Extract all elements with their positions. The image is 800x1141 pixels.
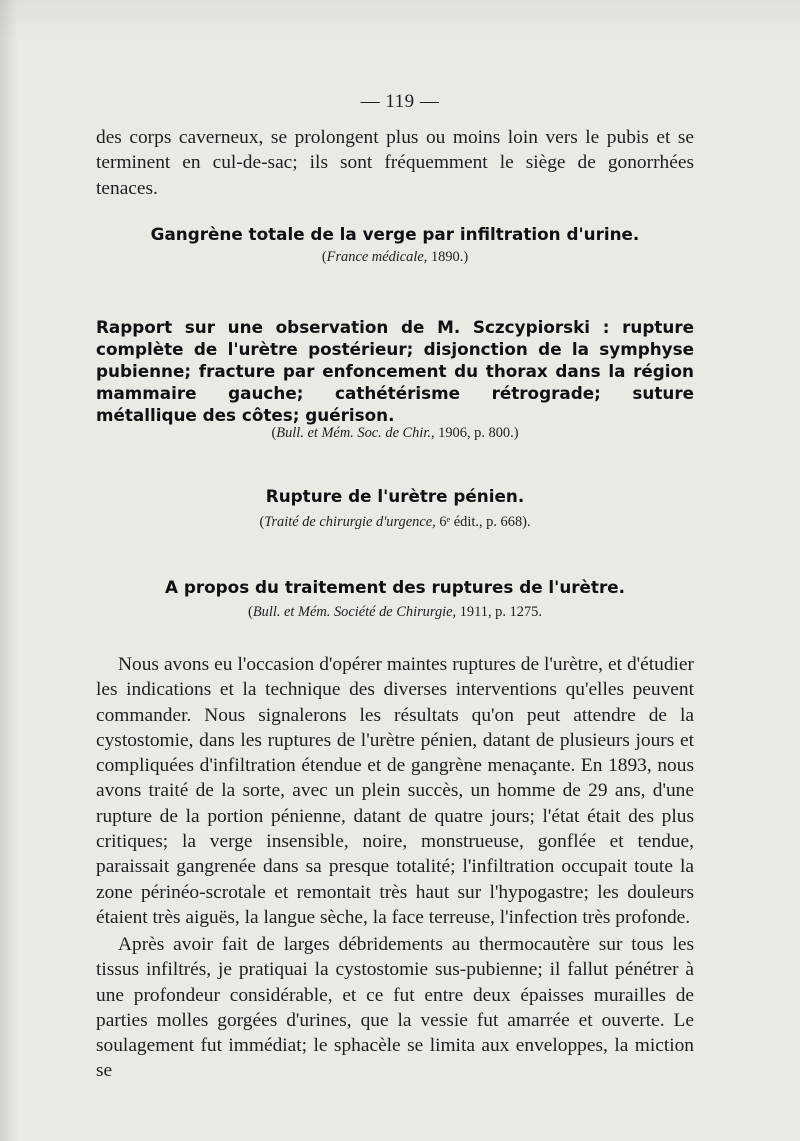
citation-details: 1911, p. 1275. (456, 604, 542, 620)
section-citation-rapport: (Bull. et Mém. Soc. de Chir., 1906, p. 800.) (271, 425, 519, 441)
citation-source: France médicale, (326, 249, 428, 265)
page-number: — 119 — (360, 91, 440, 112)
citation-details: 1890.) (427, 249, 469, 265)
citation-details: 6ᵉ édit., p. 668). (435, 514, 531, 530)
section-title-gangrene: Gangrène totale de la verge par infiltration d'urine. (150, 224, 640, 244)
section-citation-rupture-penien: (Traité de chirurgie d'urgence, 6ᵉ édit., p. 668). (259, 514, 531, 530)
citation-source: Bull. et Mém. Société de Chirurgie, (252, 604, 457, 620)
body-paragraph (96, 932, 694, 1084)
intro-text: des corps caverneux, se prolongent plus ou moins loin vers le pubis et se terminent en cul-de-sac; ils sont fréquemment le siège de gonorrhées tenaces. (96, 127, 694, 199)
intro-paragraph (96, 125, 694, 201)
paragraph-text: Nous avons eu l'occasion d'opérer maintes ruptures de l'urètre, et d'étudier les indications et la technique des diverses interventions qu'elles peuvent commander. Nous signalerons les résultats qu'on peut attendre de la cystostomie, dans les ruptures de l'urètre pénien, datant de plusieurs jours et compliquées d'infiltration étendue et de gangrène menaçante. En 1893, nous avons traité de la sorte, avec un plein succès, un homme de 29 ans, d'une rupture de la portion pénienne, datant de quatre jours; l'état était des plus critiques; la verge insensible, noire, monstrueuse, gonflée et tendue, paraissait gangrenée dans sa presque totalité; l'infiltration occupait toute la zone périnéo-scrotale et remontait très haut sur l'hypogastre; les douleurs étaient très aiguës, la langue sèche, la face terreuse, l'infection très profonde. (96, 654, 694, 928)
section-title-rapport: Rapport sur une observation de M. Sczcypiorski : rupture complète de l'urètre postérieur; disjonction de la symphyse pubienne; fracture par enfoncement du thorax dans la région mammaire gauche; cathétérisme rétrograde; suture métallique des côtes; guérison. (96, 317, 694, 425)
body-paragraph (96, 652, 694, 930)
section-title-rupture-penien: Rupture de l'urètre pénien. (265, 486, 525, 506)
paragraph-text: Après avoir fait de larges débridements au thermocautère sur tous les tissus infiltrés, je pratiquai la cystostomie sus-pubienne; il fallut pénétrer à une profondeur considérable, et ce fut entre deux épaisses murailles de parties molles gorgées d'urines, que la vessie fut amarrée et ouverte. Le soulagement fut immédiat; le sphacèle se limita aux enveloppes, la miction se (96, 934, 694, 1082)
citation-details: 1906, p. 800.) (434, 425, 519, 441)
citation-source: Traité de chirurgie d'urgence, (264, 514, 436, 530)
section-citation-gangrene: (France médicale, 1890.) (321, 249, 469, 265)
section-citation-traitement: (Bull. et Mém. Société de Chirurgie, 1911, p. 1275. (248, 604, 542, 620)
citation-source: Bull. et Mém. Soc. de Chir., (276, 425, 435, 441)
section-title-traitement: A propos du traitement des ruptures de l'urètre. (165, 577, 625, 597)
